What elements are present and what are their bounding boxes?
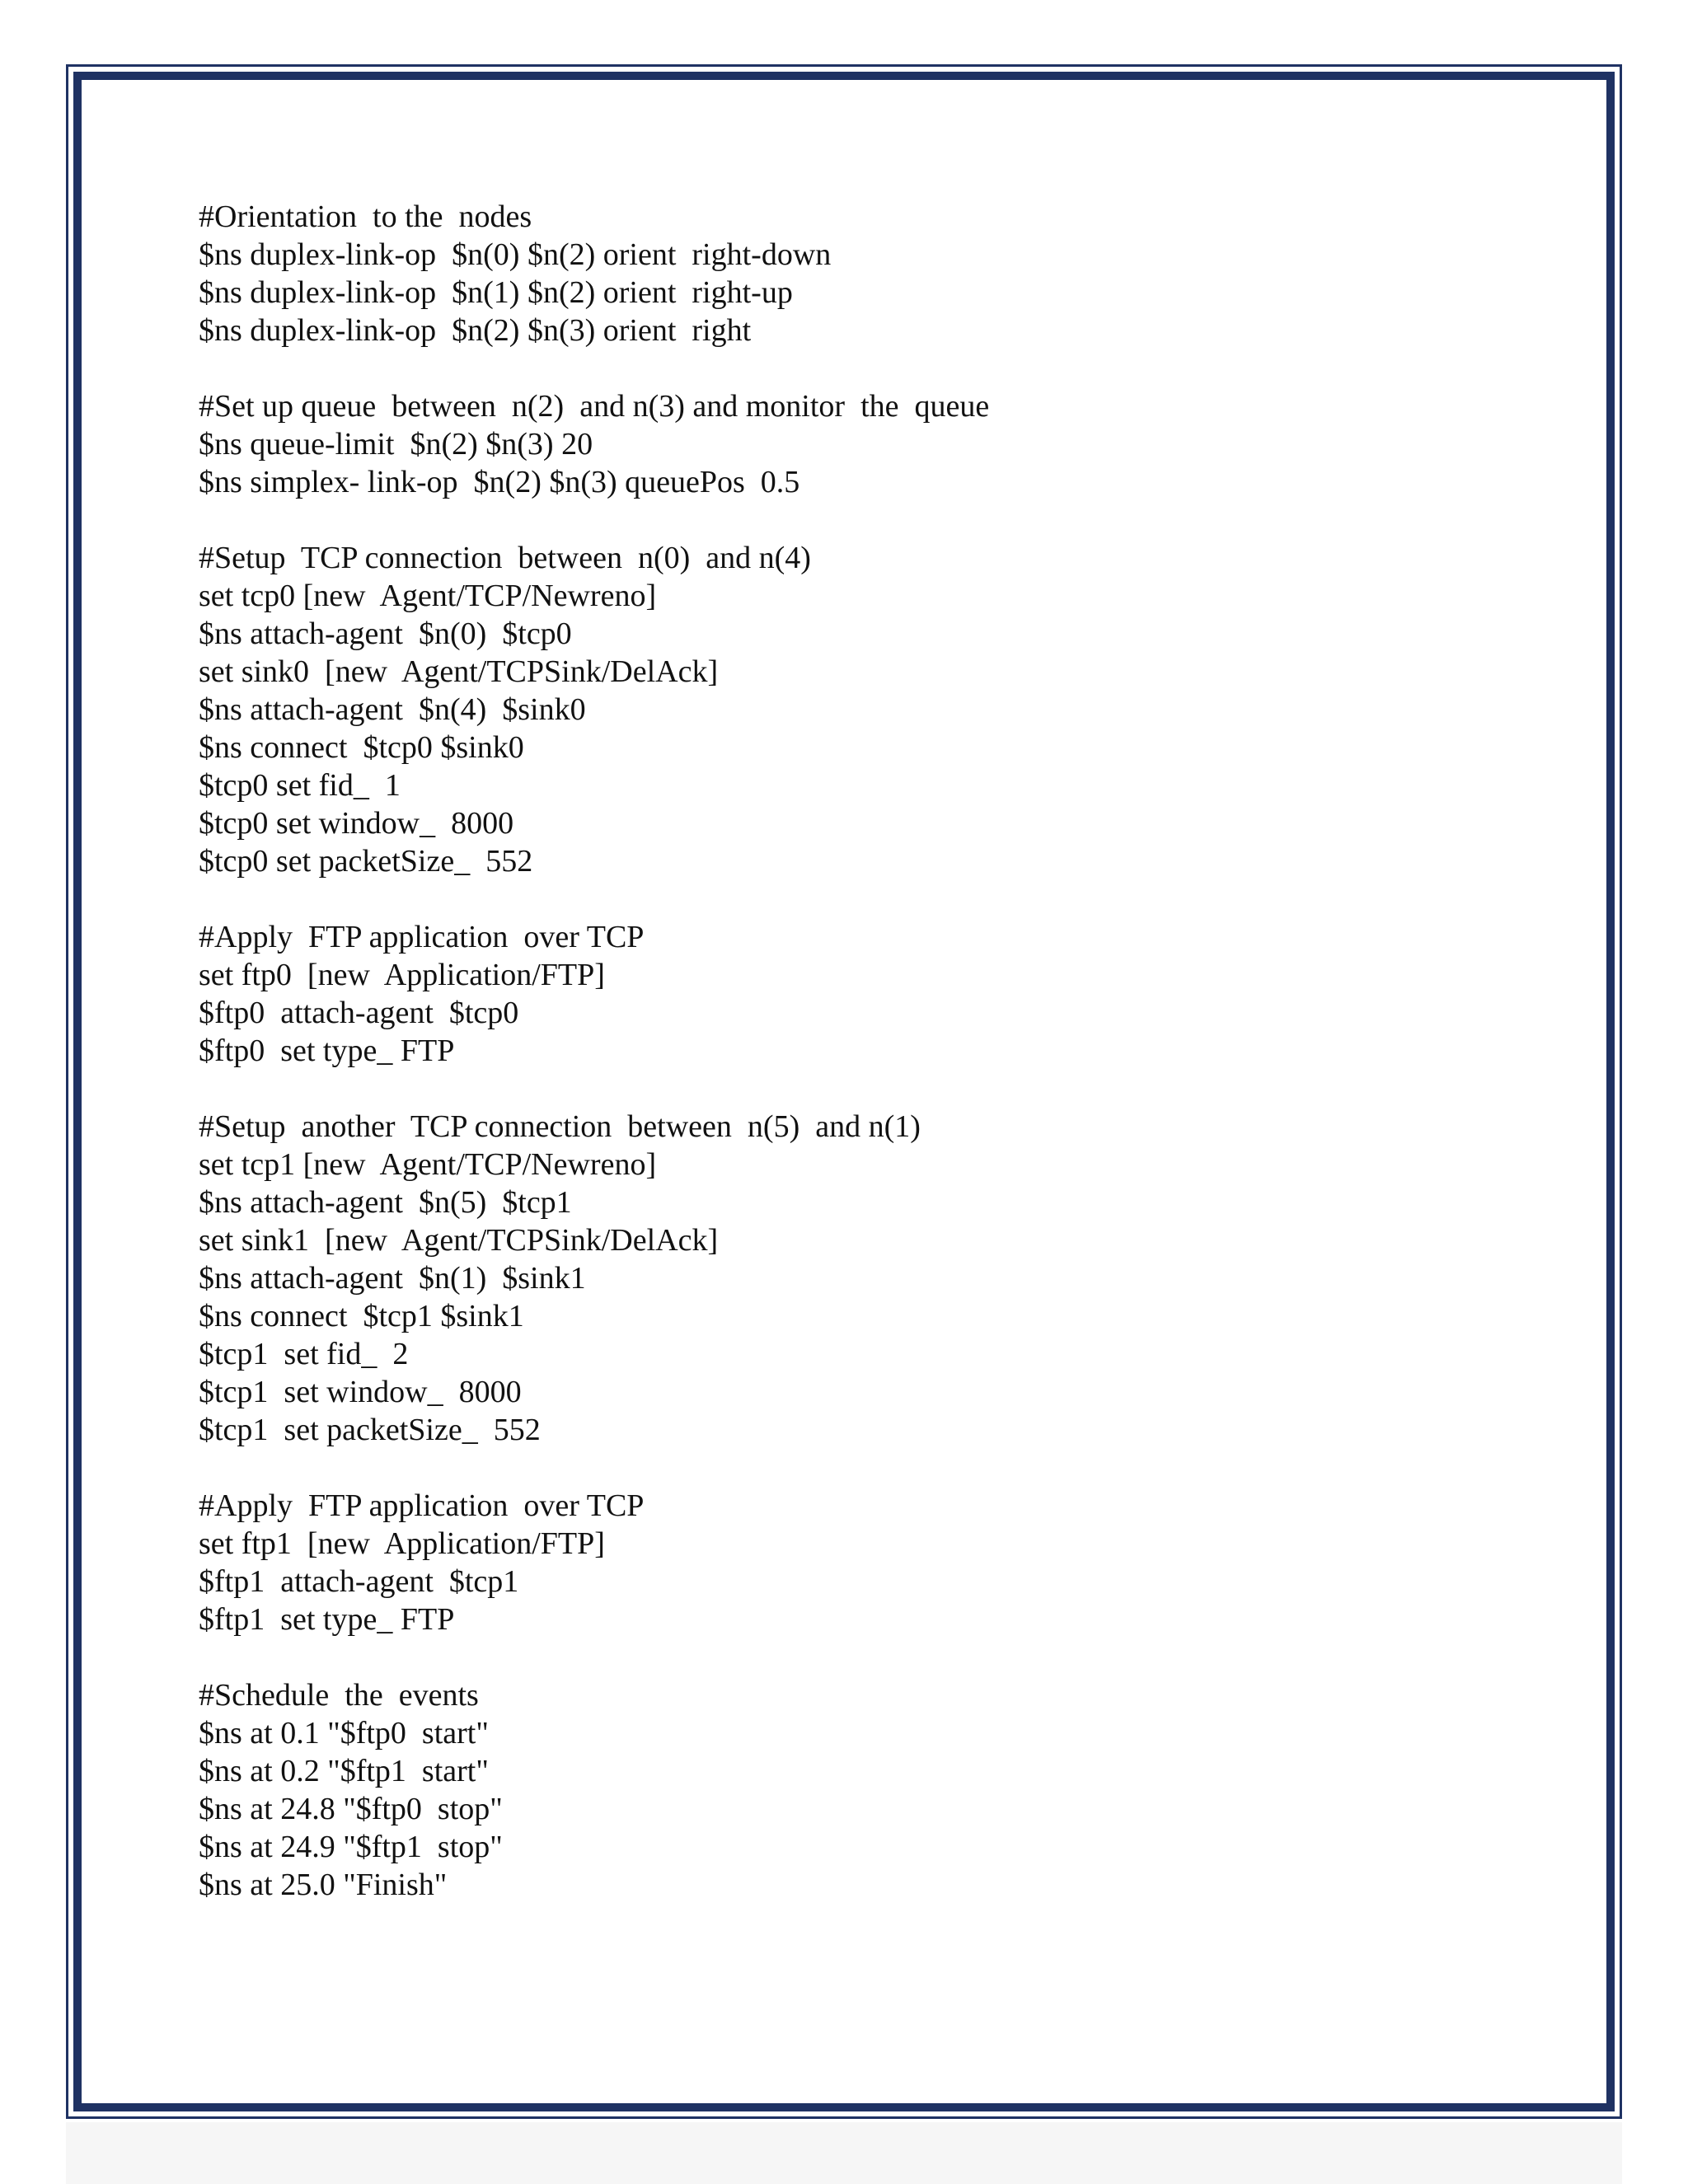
code-comment-line: #Schedule the events bbox=[199, 1678, 479, 1713]
code-line: $ns attach-agent $n(1) $sink1 bbox=[199, 1261, 586, 1296]
code-section bbox=[199, 1108, 1517, 1449]
code-section bbox=[199, 539, 1517, 880]
code-line: set tcp1 [new Agent/TCP/Newreno] bbox=[199, 1147, 657, 1182]
code-comment-line: #Orientation to the nodes bbox=[199, 199, 532, 234]
code-line: $tcp1 set packetSize_ 552 bbox=[199, 1413, 541, 1447]
code-line: set ftp1 [new Application/FTP] bbox=[199, 1526, 605, 1561]
code-line: set sink1 [new Agent/TCPSink/DelAck] bbox=[199, 1223, 719, 1258]
code-line: $ns duplex-link-op $n(1) $n(2) orient right-up bbox=[199, 275, 793, 310]
code-line: $ns duplex-link-op $n(2) $n(3) orient right bbox=[199, 313, 752, 348]
code-line: $ns at 24.8 "$ftp0 stop" bbox=[199, 1792, 503, 1826]
code-line: $ns connect $tcp1 $sink1 bbox=[199, 1299, 524, 1333]
code-comment-line: #Setup another TCP connection between n(5) and n(1) bbox=[199, 1109, 921, 1144]
code-line: $tcp1 set window_ 8000 bbox=[199, 1375, 522, 1409]
code-section bbox=[199, 387, 1517, 501]
code-comment-line: #Apply FTP application over TCP bbox=[199, 1488, 645, 1523]
code-comment-line: #Setup TCP connection between n(0) and n(4) bbox=[199, 541, 811, 575]
code-line: $ns attach-agent $n(0) $tcp0 bbox=[199, 616, 572, 651]
code-line: set tcp0 [new Agent/TCP/Newreno] bbox=[199, 579, 657, 613]
code-line: $ns attach-agent $n(5) $tcp1 bbox=[199, 1185, 572, 1220]
code-line: $ftp0 set type_ FTP bbox=[199, 1033, 455, 1068]
code-line: $ftp1 set type_ FTP bbox=[199, 1602, 455, 1637]
code-line: $ns duplex-link-op $n(0) $n(2) orient right-down bbox=[199, 237, 832, 272]
code-comment-line: #Set up queue between n(2) and n(3) and monitor the queue bbox=[199, 389, 990, 424]
code-section bbox=[199, 198, 1517, 349]
code-line: $ns attach-agent $n(4) $sink0 bbox=[199, 692, 586, 727]
code-line: $ns connect $tcp0 $sink0 bbox=[199, 730, 524, 765]
code-line: $ns at 0.1 "$ftp0 start" bbox=[199, 1716, 489, 1750]
code-section bbox=[199, 1487, 1517, 1638]
code-line: $tcp0 set packetSize_ 552 bbox=[199, 844, 533, 879]
code-line: $ns simplex- link-op $n(2) $n(3) queuePos 0.5 bbox=[199, 465, 800, 499]
code-line: set sink0 [new Agent/TCPSink/DelAck] bbox=[199, 654, 719, 689]
code-line: $ns at 0.2 "$ftp1 start" bbox=[199, 1754, 489, 1788]
code-comment-line: #Apply FTP application over TCP bbox=[199, 920, 645, 954]
code-section bbox=[199, 918, 1517, 1070]
code-line: $ftp0 attach-agent $tcp0 bbox=[199, 996, 519, 1030]
code-line: $tcp0 set window_ 8000 bbox=[199, 806, 514, 841]
code-line: $tcp1 set fid_ 2 bbox=[199, 1337, 409, 1371]
code-line: $ftp1 attach-agent $tcp1 bbox=[199, 1564, 519, 1599]
code-line: $tcp0 set fid_ 1 bbox=[199, 768, 401, 803]
code-listing bbox=[199, 198, 1517, 1942]
code-section bbox=[199, 1676, 1517, 1904]
code-line: $ns at 24.9 "$ftp1 stop" bbox=[199, 1830, 503, 1864]
code-line: $ns queue-limit $n(2) $n(3) 20 bbox=[199, 427, 593, 462]
code-line: set ftp0 [new Application/FTP] bbox=[199, 958, 605, 992]
code-line: $ns at 25.0 "Finish" bbox=[199, 1868, 448, 1902]
page-bottom-margin bbox=[66, 2122, 1622, 2184]
